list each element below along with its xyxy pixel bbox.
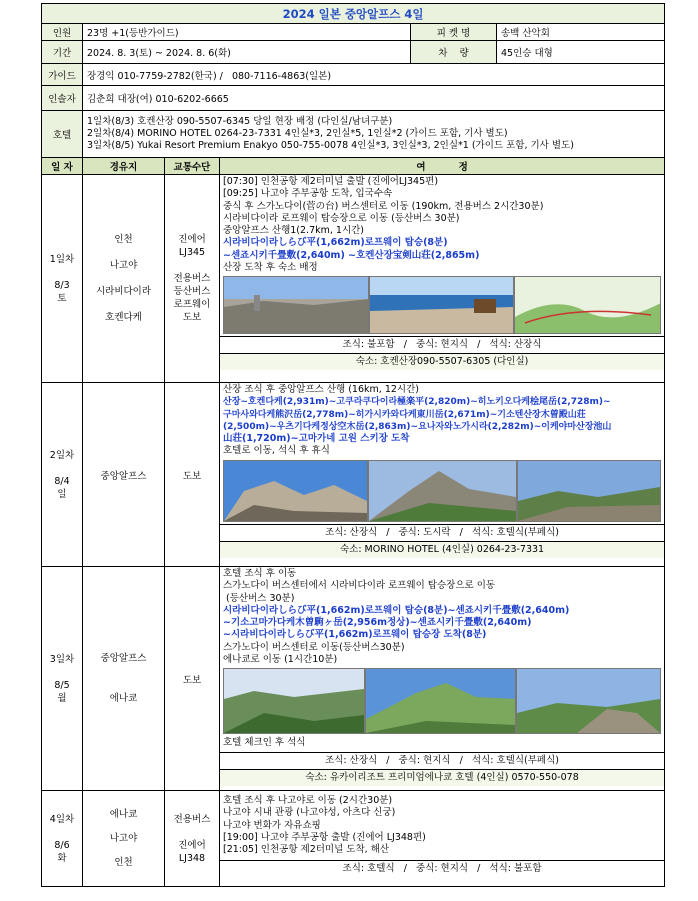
itinerary-line: 호텔로 이동, 석식 후 휴식: [223, 445, 330, 457]
itinerary-cell: [220, 175, 665, 383]
day-number: 2일차: [49, 449, 75, 461]
transport-item: 진에어: [178, 839, 206, 851]
leader-label: 인솔자: [42, 86, 83, 111]
transport-cell: 도보: [165, 567, 220, 791]
itinerary-line: ~센죠시키千畳敷(2,640m) ~호켄산장宝剣山荘(2,865m): [223, 249, 480, 261]
place-item: 시라비다이라: [95, 285, 152, 297]
header-itinerary: 여 정: [220, 158, 665, 175]
itinerary-line: 나고야 번화가 자유쇼핑: [223, 819, 321, 831]
mountain-photo-icon: [223, 276, 369, 334]
day-date: 8/4: [54, 475, 70, 487]
stay-info: 숙소: MORINO HOTEL (4인실) 0264-23-7331: [220, 541, 664, 558]
transport-cell: [165, 791, 220, 887]
transport-cell: 도보: [165, 383, 220, 567]
stay-info: 숙소: 유카이리조트 프리미엄에나쿄 호텔 (4인실) 0570-550-078: [220, 769, 664, 786]
places-cell: 중앙알프스: [83, 383, 165, 567]
map-photo-icon: [514, 276, 661, 334]
meal-info: 조식: 불포함 / 중식: 현지식 / 석식: 산장식: [220, 336, 664, 353]
meal-info: 조식: 산장식 / 중식: 도시락 / 석식: 호텔식(부페식): [220, 524, 664, 541]
coast-photo-icon: [369, 276, 513, 334]
itinerary-line: 스가노다이 버스센터에서 시라비다이라 로프웨이 탑승장으로 이동: [223, 580, 496, 592]
vehicle-label: 차 량: [411, 41, 497, 64]
itinerary-text: [220, 791, 664, 860]
day-cell: [42, 383, 83, 567]
day-weekday: 일: [57, 488, 67, 500]
leader-value: 김춘희 대장(여) 010-6202-6665: [83, 86, 665, 111]
picket-value: 송백 산악회: [497, 24, 665, 41]
itinerary-line: 호텔 조식 후 이동: [223, 568, 297, 579]
picket-label: 피 켓 명: [411, 24, 497, 41]
hill-photo-icon: [516, 668, 661, 734]
itinerary-line: 나고야 시내 관광 (나고야성, 아츠다 신궁): [223, 807, 396, 819]
place-item: 에나쿄: [109, 808, 138, 820]
place-item: 중앙알프스: [100, 652, 147, 664]
place-item: 인천: [114, 233, 133, 245]
itinerary-line: 스가노다이 버스센터로 이동(등산버스30분): [223, 641, 405, 653]
itinerary-cell: [220, 383, 665, 567]
itinerary-line: ~기소고마가다케木曽駒ヶ岳(2,956m정상)~센죠시키千畳敷(2,640m): [223, 617, 532, 629]
places-cell: [83, 791, 165, 887]
hotel-line: 3일차(8/5) Yukai Resort Premium Enakyo 050-755-0078 4인실*3, 3인실*3, 2인실*1 (가이드 포함, 기사 별도): [87, 140, 574, 152]
itinerary-cell: [220, 791, 665, 887]
day-weekday: 토: [57, 292, 67, 304]
day-weekday: 월: [57, 692, 67, 704]
photo-strip: [220, 274, 664, 336]
transport-item: LJ345: [178, 247, 206, 258]
itinerary-line: [07:30] 인천공항 제2터미널 출발 (진에어LJ345편): [223, 176, 439, 187]
place-item: 호켄다케: [105, 311, 142, 323]
day-row: [42, 791, 665, 887]
transport-item: LJ348: [178, 852, 206, 864]
itinerary-table: [41, 3, 665, 887]
vehicle-value: 45인승 대형: [497, 41, 665, 64]
place-item: 에나쿄: [109, 692, 138, 704]
valley-photo-icon: [223, 668, 365, 734]
itinerary-line: 구마사와다케熊沢岳(2,778m)~히가시카와다케東川岳(2,671m)~기소텐산장木曽殿山荘: [223, 409, 586, 420]
itinerary-line: 산장~호켄다케(2,931m)~고쿠라쿠다이라極楽平(2,820m)~히노키오다케桧尾岳(2,728m)~: [223, 397, 611, 408]
places-cell: [83, 175, 165, 383]
itinerary-line: (2,500m)~우츠기다케정상空木岳(2,863m)~요나자와노가시라(2,282m)~이케야마산장池山: [223, 421, 612, 432]
peak-photo-icon: [368, 460, 517, 522]
place-item: 인천: [114, 856, 133, 868]
page-title: 2024 일본 중앙알프스 4일: [42, 4, 665, 24]
places-cell: [83, 567, 165, 791]
alpine-photo-icon: [365, 668, 517, 734]
itinerary-line: [19:00] 나고야 주부공항 출발 (진에어 LJ348편): [223, 831, 426, 843]
itinerary-line: 산장 도착 후 숙소 배정: [223, 262, 318, 274]
meal-info: 조식: 산장식 / 중식: 현지식 / 석식: 호텔식(부페식): [220, 752, 664, 769]
header-places: 경유지: [83, 158, 165, 175]
itinerary-page: [41, 3, 664, 887]
rock-photo-icon: [223, 460, 368, 522]
guide-value: 장경익 010-7759-2782(한국) / 080-7116-4863(일본): [83, 64, 665, 86]
itinerary-line: ~시라비다이라しらび平(1,662m)로프웨이 탑승장 도착(8분): [223, 629, 487, 641]
hotel-list: [83, 111, 665, 158]
transport-item: 도보: [182, 312, 202, 323]
day-row: [42, 175, 665, 383]
itinerary-line: 중앙알프스 산행1(2.7km, 1시간): [223, 225, 365, 237]
itinerary-line: 시라비다이라 로프웨이 탑승장으로 이동 (등산버스 30분): [223, 212, 460, 224]
period-label: 기간: [42, 41, 83, 64]
transport-item: 로프웨이: [173, 299, 211, 310]
hotel-line: 1일차(8/3) 호켄산장 090-5507-6345 당일 현장 배정 (다인실/남녀구분): [87, 115, 393, 127]
transport-item: 진에어: [178, 234, 206, 245]
hotel-line: 2일차(8/4) MORINO HOTEL 0264-23-7331 4인실*3, 2인실*5, 1인실*2 (가이드 포함, 기사 별도): [87, 127, 508, 139]
day-date: 8/3: [54, 279, 70, 291]
day-date: 8/5: [54, 679, 70, 691]
transport-item: 전용버스: [173, 813, 211, 825]
itinerary-line: [21:05] 인천공항 제2터미널 도착, 해산: [223, 844, 390, 856]
day-cell: [42, 175, 83, 383]
itinerary-line: 山荘(1,720m)~고마가네 고원 스키장 도착: [223, 433, 410, 445]
itinerary-line: 에나쿄로 이동 (1시간10분): [223, 654, 338, 666]
itinerary-text: [220, 175, 664, 274]
day-weekday: 화: [57, 852, 67, 864]
day-cell: [42, 791, 83, 887]
hotel-label: 호텔: [42, 111, 83, 158]
itinerary-text: [220, 567, 664, 666]
itinerary-cell: [220, 567, 665, 791]
itinerary-line: 중식 후 스가노다이(菅の台) 버스센터로 이동 (190km, 전용버스 2시간30분): [223, 200, 544, 212]
people-label: 인원: [42, 24, 83, 41]
itinerary-line: [09:25] 나고야 주부공항 도착, 입국수속: [223, 188, 393, 200]
ridge-photo-icon: [517, 460, 661, 522]
people-value: 23명 +1(등반가이드): [83, 24, 411, 41]
itinerary-text: [220, 383, 664, 458]
photo-strip: [220, 458, 664, 524]
guide-label: 가이드: [42, 64, 83, 86]
stay-info: 숙소: 호켄산장090-5507-6305 (다인실): [220, 353, 664, 370]
after-photo-note: 호텔 체크인 후 석식: [223, 737, 306, 749]
meal-info: 조식: 호텔식 / 중식: 현지식 / 석식: 불포함: [220, 860, 664, 877]
day-number: 1일차: [49, 253, 75, 265]
transport-item: 전용버스: [173, 273, 211, 284]
header-transport: 교통수단: [165, 158, 220, 175]
day-row: [42, 567, 665, 791]
period-value: 2024. 8. 3(토) ~ 2024. 8. 6(화): [83, 41, 411, 64]
itinerary-line: (등산버스 30분): [223, 592, 295, 604]
place-item: 나고야: [109, 832, 138, 844]
header-day: 일 자: [42, 158, 83, 175]
itinerary-line: 시라비다이라しらび平(1,662m)로프웨이 탑승(8분): [223, 237, 448, 249]
photo-strip: [220, 666, 664, 736]
transport-item: 등산버스: [173, 286, 211, 297]
itinerary-line: 시라비다이라しらび平(1,662m)로프웨이 탑승(8분)~센죠시키千畳敷(2,640m): [223, 604, 570, 616]
transport-cell: [165, 175, 220, 383]
day-date: 8/6: [54, 839, 70, 851]
place-item: 나고야: [109, 259, 138, 271]
itinerary-line: 호텔 조식 후 나고야로 이동 (2시간30분): [223, 795, 393, 806]
day-cell: [42, 567, 83, 791]
day-row: [42, 383, 665, 567]
day-number: 3일차: [49, 653, 75, 665]
day-number: 4일차: [49, 813, 75, 825]
itinerary-line: 산장 조식 후 중앙알프스 산행 (16km, 12시간): [223, 384, 419, 395]
